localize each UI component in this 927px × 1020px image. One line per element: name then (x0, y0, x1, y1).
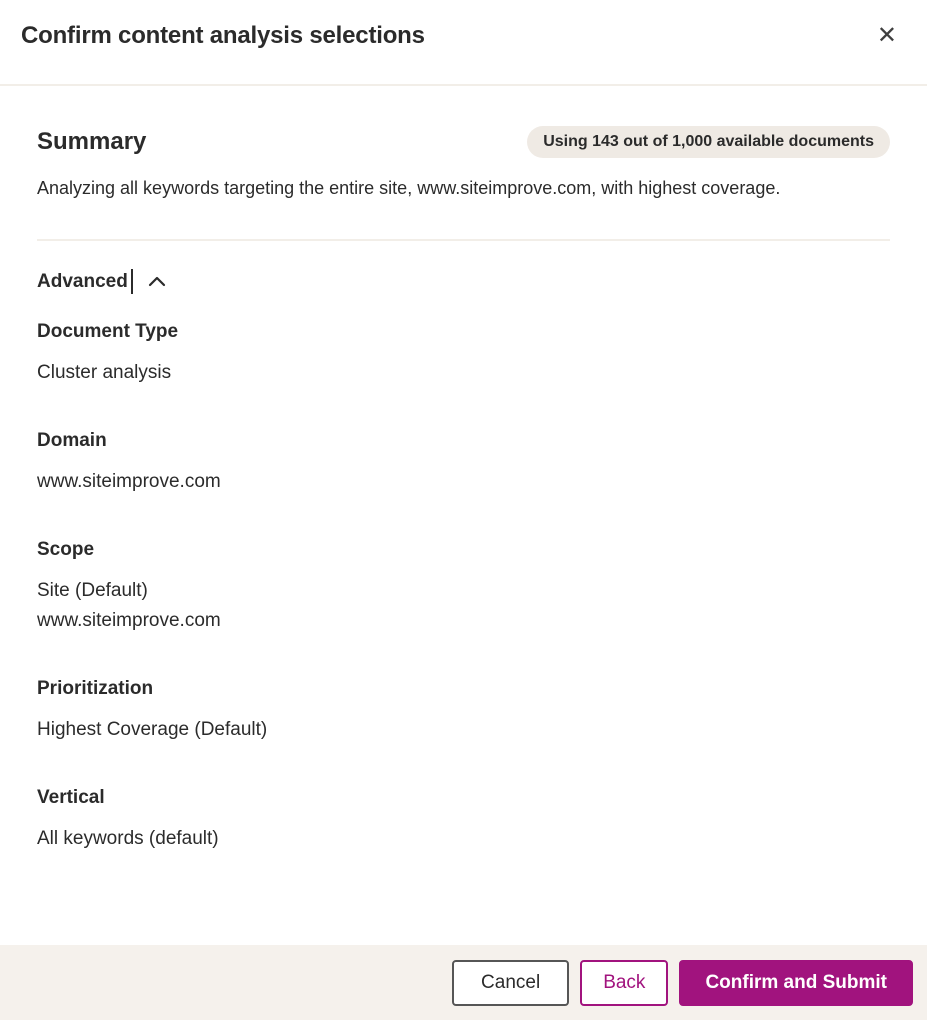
chevron-up-icon (148, 276, 166, 287)
field-value (37, 576, 890, 636)
summary-row (37, 126, 890, 158)
modal-header (0, 0, 927, 86)
summary-heading: Summary (37, 128, 147, 155)
usage-badge: Using 143 out of 1,000 available documents (527, 126, 890, 158)
close-button[interactable] (871, 22, 903, 50)
field-value-line: www.siteimprove.com (37, 471, 221, 492)
field-value-line: All keywords (default) (37, 828, 219, 849)
field-label: Document Type (37, 321, 179, 342)
cancel-button[interactable]: Cancel (452, 960, 569, 1006)
field-group-vertical (37, 787, 890, 854)
field-value-line: Highest Coverage (Default) (37, 719, 268, 740)
summary-description: Analyzing all keywords targeting the entire site, www.siteimprove.com, with highest coverage. (37, 178, 781, 198)
field-value-line: Site (Default) (37, 580, 148, 601)
field-value-line: www.siteimprove.com (37, 610, 221, 631)
field-value (37, 824, 890, 854)
field-value (37, 467, 890, 497)
modal-body (0, 86, 927, 945)
text-caret (131, 269, 133, 294)
field-label: Vertical (37, 787, 105, 808)
field-value (37, 358, 890, 388)
field-value-line: Cluster analysis (37, 362, 172, 383)
section-divider (37, 239, 890, 241)
close-icon: ✕ (876, 22, 897, 49)
field-group-prioritization (37, 678, 890, 745)
confirm-and-submit-button[interactable]: Confirm and Submit (679, 960, 913, 1006)
advanced-toggle-label: Advanced (37, 271, 128, 292)
field-group-scope (37, 539, 890, 636)
modal-footer (0, 945, 927, 1020)
modal-title: Confirm content analysis selections (21, 22, 425, 49)
advanced-accordion-toggle[interactable] (37, 269, 166, 294)
field-label: Domain (37, 430, 107, 451)
field-group-domain (37, 430, 890, 497)
field-group-document-type (37, 321, 890, 388)
field-value (37, 715, 890, 745)
field-label: Scope (37, 539, 95, 560)
back-button[interactable]: Back (580, 960, 668, 1006)
field-label: Prioritization (37, 678, 154, 699)
